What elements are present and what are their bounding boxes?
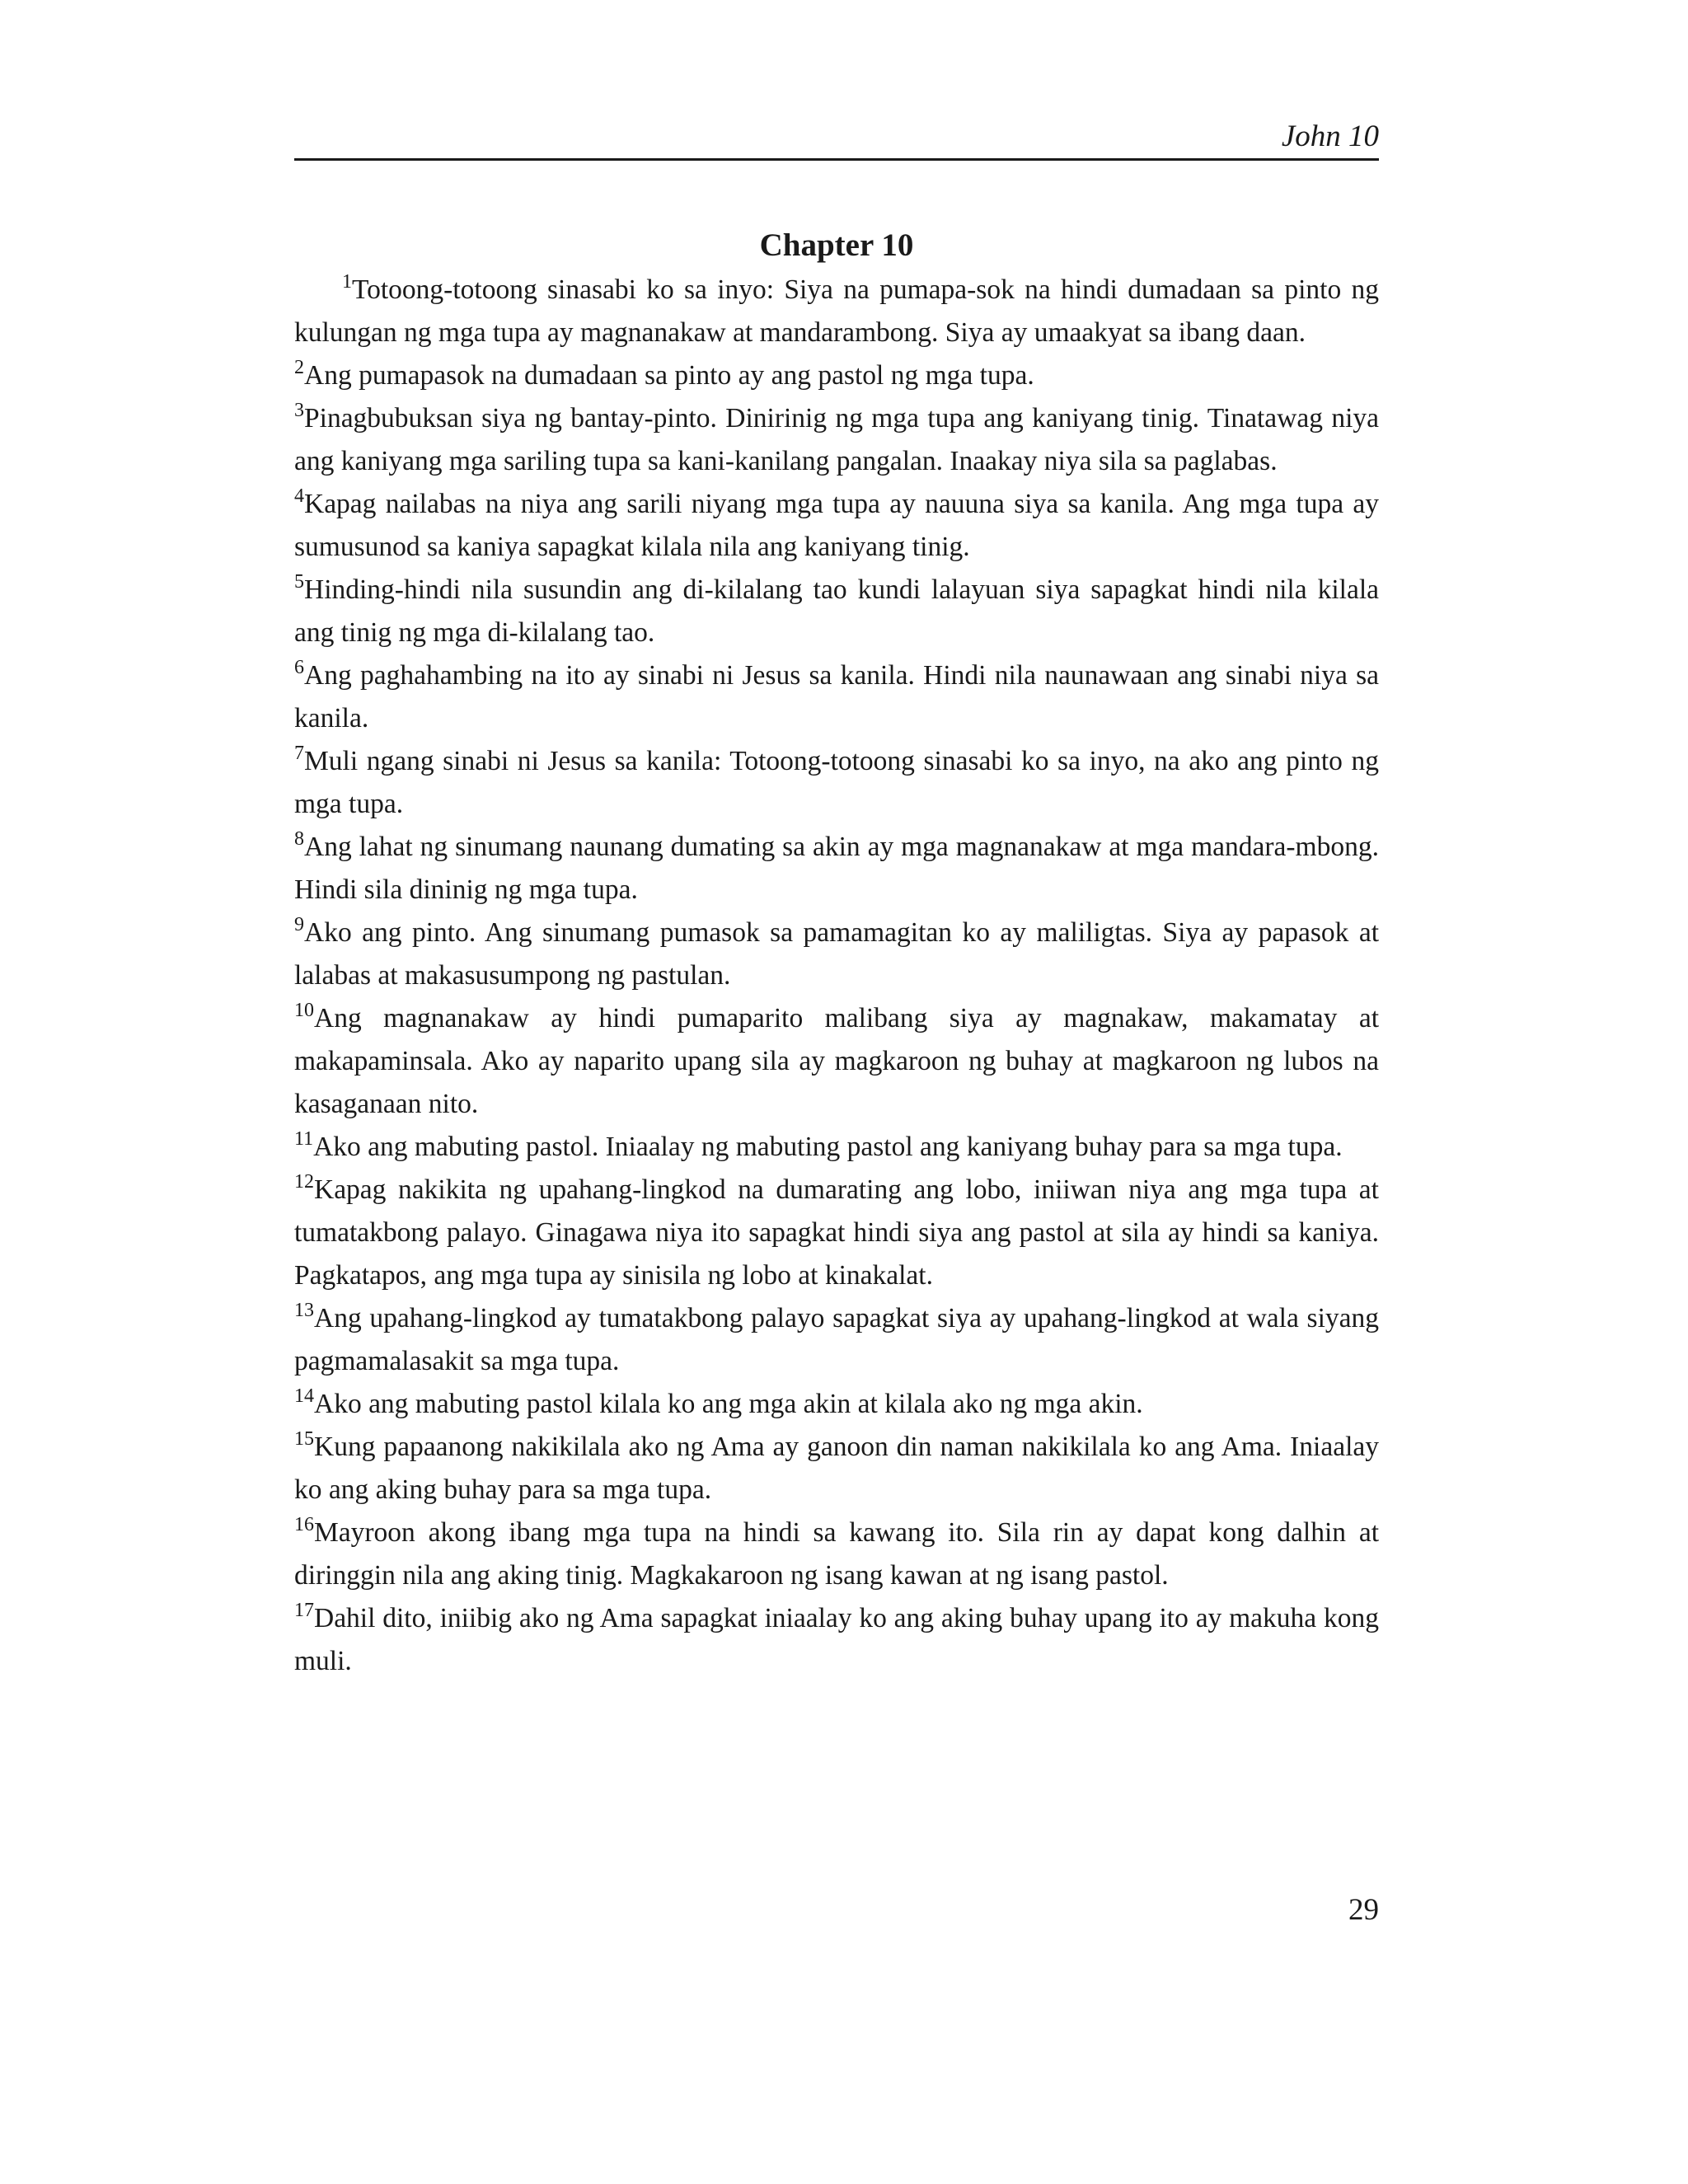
verse-text: Ang lahat ng sinumang naunang dumating sa akin ay mga magnanakaw at mga mandara-mbong. Hindi sila dininig ng mga tupa. bbox=[294, 832, 1379, 905]
verse-number: 15 bbox=[294, 1428, 314, 1450]
verse bbox=[294, 1169, 1379, 1297]
verse bbox=[294, 1383, 1379, 1426]
verse-text: Kung papaanong nakikilala ako ng Ama ay ganoon din naman nakikilala ko ang Ama. Iniaalay ko ang aking buhay para sa mga tupa. bbox=[294, 1432, 1379, 1505]
verse-number: 9 bbox=[294, 914, 304, 935]
chapter-body bbox=[294, 224, 1379, 1683]
verse bbox=[294, 740, 1379, 826]
verse-number: 11 bbox=[294, 1128, 314, 1150]
verse-text: Kapag nakikita ng upahang-lingkod na dumarating ang lobo, iniiwan niya ang mga tupa at tumatakbong palayo. Ginagawa niya ito sapagkat hindi siya ang pastol at sila ay hindi sa kaniya. Pagkatapos, ang mga tupa ay sinisila ng lobo at kinakalat. bbox=[294, 1174, 1379, 1291]
chapter-title: Chapter 10 bbox=[759, 227, 914, 263]
verse-number: 2 bbox=[294, 357, 304, 378]
verse bbox=[294, 1426, 1379, 1511]
page-number: 29 bbox=[1348, 1893, 1379, 1927]
verse bbox=[294, 912, 1379, 997]
verse-number: 17 bbox=[294, 1600, 314, 1621]
verse bbox=[294, 483, 1379, 569]
verse-text: Ang magnanakaw ay hindi pumaparito malibang siya ay magnakaw, makamatay at makapaminsala. Ako ay naparito upang sila ay magkaroon ng buhay at magkaroon ng lubos na kasaganaan nito. bbox=[294, 1003, 1379, 1119]
verse-number: 10 bbox=[294, 1000, 314, 1021]
verse-text: Ako ang pinto. Ang sinumang pumasok sa pamamagitan ko ay maliligtas. Siya ay papasok at lalabas at makasusumpong ng pastulan. bbox=[294, 917, 1379, 991]
running-header-title: John 10 bbox=[1281, 120, 1379, 153]
verse-text: Hinding-hindi nila susundin ang di-kilalang tao kundi lalayuan siya sapagkat hindi nila kilala ang tinig ng mga di-kilalang tao. bbox=[294, 574, 1379, 648]
verse bbox=[294, 826, 1379, 912]
verse-text: Muli ngang sinabi ni Jesus sa kanila: Totoong-totoong sinasabi ko sa inyo, na ako ang pinto ng mga tupa. bbox=[294, 746, 1379, 819]
verse-number: 4 bbox=[294, 485, 304, 507]
verse-number: 6 bbox=[294, 657, 304, 678]
verse-number: 1 bbox=[342, 271, 352, 293]
verse bbox=[294, 1597, 1379, 1683]
book-page bbox=[294, 0, 1379, 2184]
verse bbox=[294, 997, 1379, 1126]
verse bbox=[294, 1126, 1379, 1169]
verse-number: 5 bbox=[294, 571, 304, 593]
verse-number: 7 bbox=[294, 743, 304, 764]
verse-number: 8 bbox=[294, 828, 304, 850]
verse-text: Pinagbubuksan siya ng bantay-pinto. Dinirinig ng mga tupa ang kaniyang tinig. Tinatawag niya ang kaniyang mga sariling tupa sa kani-kanilang pangalan. Inaakay niya sila sa paglabas. bbox=[294, 403, 1379, 476]
verse-number: 3 bbox=[294, 400, 304, 421]
verse bbox=[294, 1297, 1379, 1383]
verse-text: Kapag nailabas na niya ang sarili niyang mga tupa ay nauuna siya sa kanila. Ang mga tupa ay sumusunod sa kaniya sapagkat kilala nila ang kaniyang tinig. bbox=[294, 489, 1379, 562]
verse-text: Dahil dito, iniibig ako ng Ama sapagkat iniaalay ko ang aking buhay upang ito ay makuha kong muli. bbox=[294, 1603, 1379, 1676]
verse-number: 13 bbox=[294, 1300, 314, 1321]
verse-text: Ang upahang-lingkod ay tumatakbong palayo sapagkat siya ay upahang-lingkod at wala siyang pagmamalasakit sa mga tupa. bbox=[294, 1303, 1379, 1376]
verse-number: 14 bbox=[294, 1385, 314, 1407]
verse-text: Ang pumapasok na dumadaan sa pinto ay ang pastol ng mga tupa. bbox=[304, 360, 1034, 391]
verse-text: Ako ang mabuting pastol kilala ko ang mga akin at kilala ako ng mga akin. bbox=[314, 1389, 1143, 1419]
verse bbox=[294, 397, 1379, 483]
verse bbox=[294, 654, 1379, 740]
verse bbox=[294, 269, 1379, 354]
verse-number: 16 bbox=[294, 1514, 314, 1535]
verse-text: Totoong-totoong sinasabi ko sa inyo: Siya na pumapa-sok na hindi dumadaan sa pinto ng kulungan ng mga tupa ay magnanakaw at mandarambong. Siya ay umaakyat sa ibang daan. bbox=[294, 274, 1379, 348]
header-rule bbox=[294, 158, 1379, 161]
verse-number: 12 bbox=[294, 1171, 314, 1193]
verse-text: Ang paghahambing na ito ay sinabi ni Jesus sa kanila. Hindi nila naunawaan ang sinabi niya sa kanila. bbox=[294, 660, 1379, 733]
verse bbox=[294, 569, 1379, 654]
verse-text: Ako ang mabuting pastol. Iniaalay ng mabuting pastol ang kaniyang buhay para sa mga tupa. bbox=[313, 1132, 1343, 1162]
verse-text: Mayroon akong ibang mga tupa na hindi sa kawang ito. Sila rin ay dapat kong dalhin at diringgin nila ang aking tinig. Magkakaroon ng isang kawan at ng isang pastol. bbox=[294, 1517, 1379, 1591]
verse bbox=[294, 1511, 1379, 1597]
verse bbox=[294, 354, 1379, 397]
